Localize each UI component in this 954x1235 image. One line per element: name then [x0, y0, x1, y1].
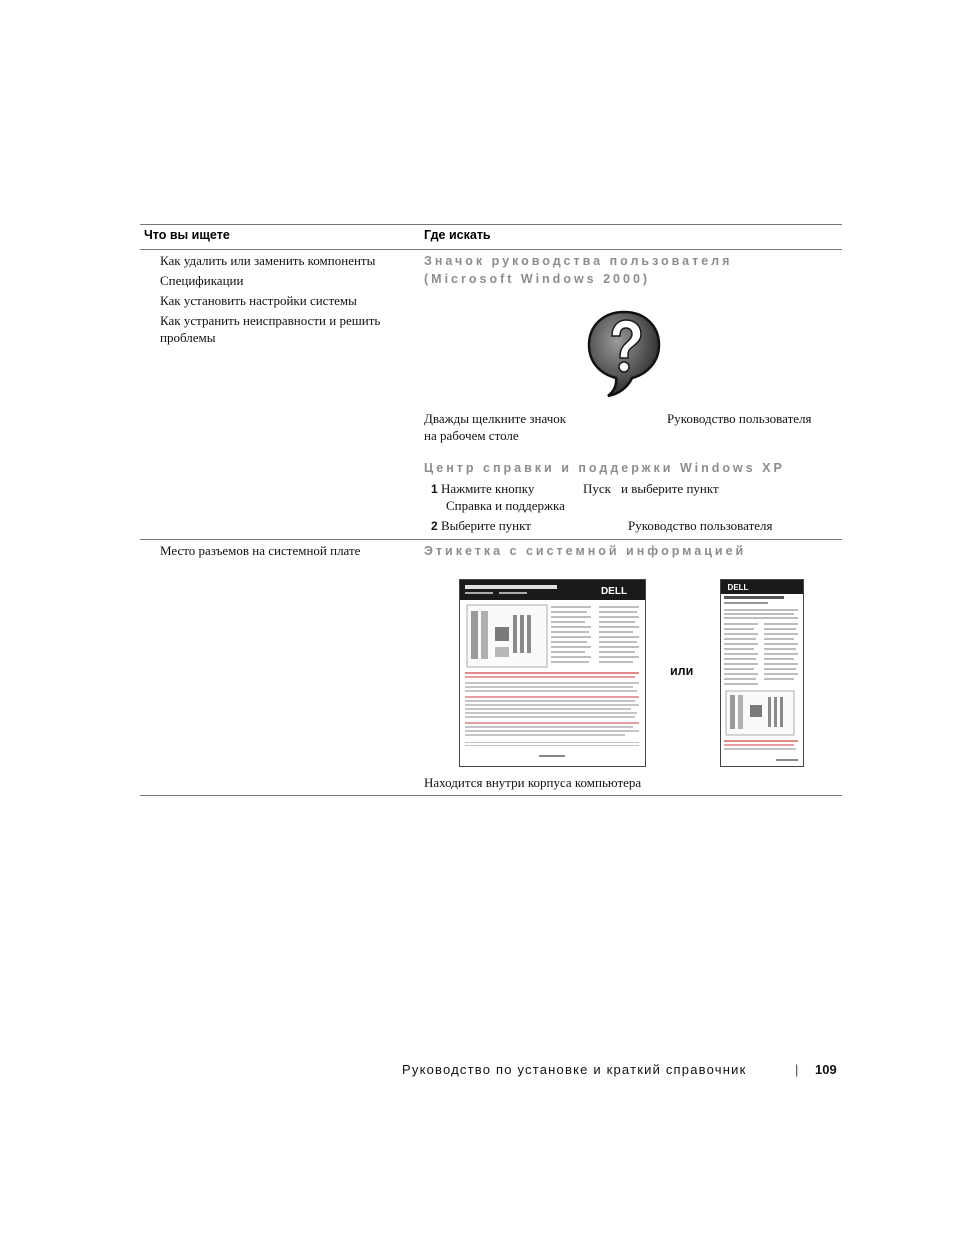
list-item: Как устранить неисправности и решить проблемы: [160, 313, 381, 345]
table-bottom-rule: [140, 795, 842, 796]
table-header-rule: [140, 249, 842, 250]
column-header-what: Что вы ищете: [144, 228, 230, 242]
svg-text:DELL: DELL: [600, 586, 628, 597]
double-click-instruction: Дважды щелкните значок на рабочем столе: [424, 411, 567, 443]
row1-items: [160, 252, 410, 346]
column-header-where: Где искать: [424, 228, 491, 242]
section-title-help-center: Центр справки и поддержки Windows XP: [424, 461, 785, 475]
step-1-rest: и выберите пункт: [621, 481, 719, 496]
label-location-text: Находится внутри корпуса компьютера: [424, 775, 642, 790]
step-1-target: Справка и поддержка: [446, 498, 565, 513]
user-guide-icon-name: Руководство пользователя: [667, 411, 812, 426]
list-item: Спецификации: [160, 273, 244, 288]
step-2: 2 Выберите пункт: [431, 518, 531, 533]
step-1: 1 Нажмите кнопку: [431, 481, 535, 496]
step-1-start: Пуск: [583, 481, 611, 496]
system-info-label-image: [720, 579, 804, 767]
step-2-target: Руководство пользователя: [628, 518, 773, 533]
table-top-rule: [140, 224, 842, 225]
or-separator: или: [670, 664, 694, 678]
footer-title: Руководство по установке и краткий справочник: [402, 1062, 747, 1077]
list-item: Как удалить или заменить компоненты: [160, 253, 376, 268]
help-question-bubble-icon: [586, 308, 662, 398]
page-number: 109: [815, 1062, 837, 1077]
list-item: Место разъемов на системной плате: [160, 543, 361, 558]
section-title-user-guide-icon: Значок руководства пользователя (Microsoft Windows 2000): [424, 254, 733, 286]
svg-text:DELL: DELL: [727, 583, 749, 592]
system-info-label-image: [459, 579, 646, 767]
list-item: Как установить настройки системы: [160, 293, 357, 308]
section-title-system-label: Этикетка с системной информацией: [424, 544, 747, 558]
table-row-divider: [140, 539, 842, 540]
footer-separator: |: [795, 1062, 800, 1077]
